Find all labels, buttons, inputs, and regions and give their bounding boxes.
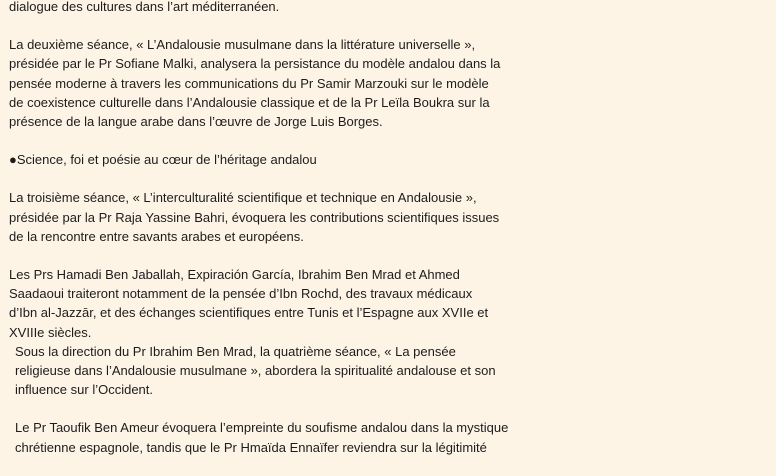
text-line: La troisième séance, « L’interculturalité scientifique et technique en Andalousie », (9, 190, 477, 206)
text-line: chrétienne espagnole, tandis que le Pr Hmaïda Ennaïfer reviendra sur la légitimité (15, 439, 487, 455)
text-line: présence de la langue arabe dans l’œuvre de Jorge Luis Borges. (9, 114, 383, 130)
paragraph-second-session (9, 35, 569, 131)
text-line: présidée par le Pr Sofiane Malki, analysera la persistance du modèle andalou dans la (9, 56, 501, 72)
text-line: influence sur l’Occident. (15, 382, 154, 398)
text-line: Sous la direction du Pr Ibrahim Ben Mrad, la quatrième séance, « La pensée (15, 343, 456, 359)
paragraph-speakers (9, 265, 569, 342)
heading-line: ●Science, foi et poésie au cœur de l’héritage andalou (9, 152, 317, 168)
text-line: religieuse dans l’Andalousie musulmane », abordera la spiritualité andalouse et son (15, 363, 496, 379)
text-line: de la rencontre entre savants arabes et européens. (9, 228, 304, 244)
text-line: d’Ibn al-Jazzār, et des échanges scientifiques entre Tunis et l’Espagne aux XVIIe et (9, 305, 489, 321)
article-body (9, 0, 569, 476)
paragraph-third-session (9, 188, 569, 246)
text-line: de coexistence culturelle dans l’Andalousie classique et de la Pr Leïla Boukra sur la (9, 94, 490, 110)
section-heading (9, 150, 569, 169)
text-line: La deuxième séance, « L’Andalousie musulmane dans la littérature universelle », (9, 37, 476, 53)
paragraph-sufism (9, 418, 569, 456)
text-line: XVIIIe siècles. (9, 324, 92, 340)
text-line: Saadaoui traiteront notamment de la pensée d’Ibn Rochd, des travaux médicaux (9, 286, 473, 302)
paragraph-fourth-session (9, 342, 569, 400)
paragraph-intro-tail (9, 0, 569, 16)
text-line: pensée moderne à travers les communications du Pr Samir Marzouki sur le modèle (9, 75, 489, 91)
text-line: Les Prs Hamadi Ben Jaballah, Expiración García, Ibrahim Ben Mrad et Ahmed (9, 267, 460, 283)
text-line: présidée par la Pr Raja Yassine Bahri, évoquera les contributions scientifiques issues (9, 209, 500, 225)
text-line: dialogue des cultures dans l’art méditerranéen. (9, 0, 280, 14)
text-line: Le Pr Taoufik Ben Ameur évoquera l’empreinte du soufisme andalou dans la mystique (15, 420, 509, 436)
